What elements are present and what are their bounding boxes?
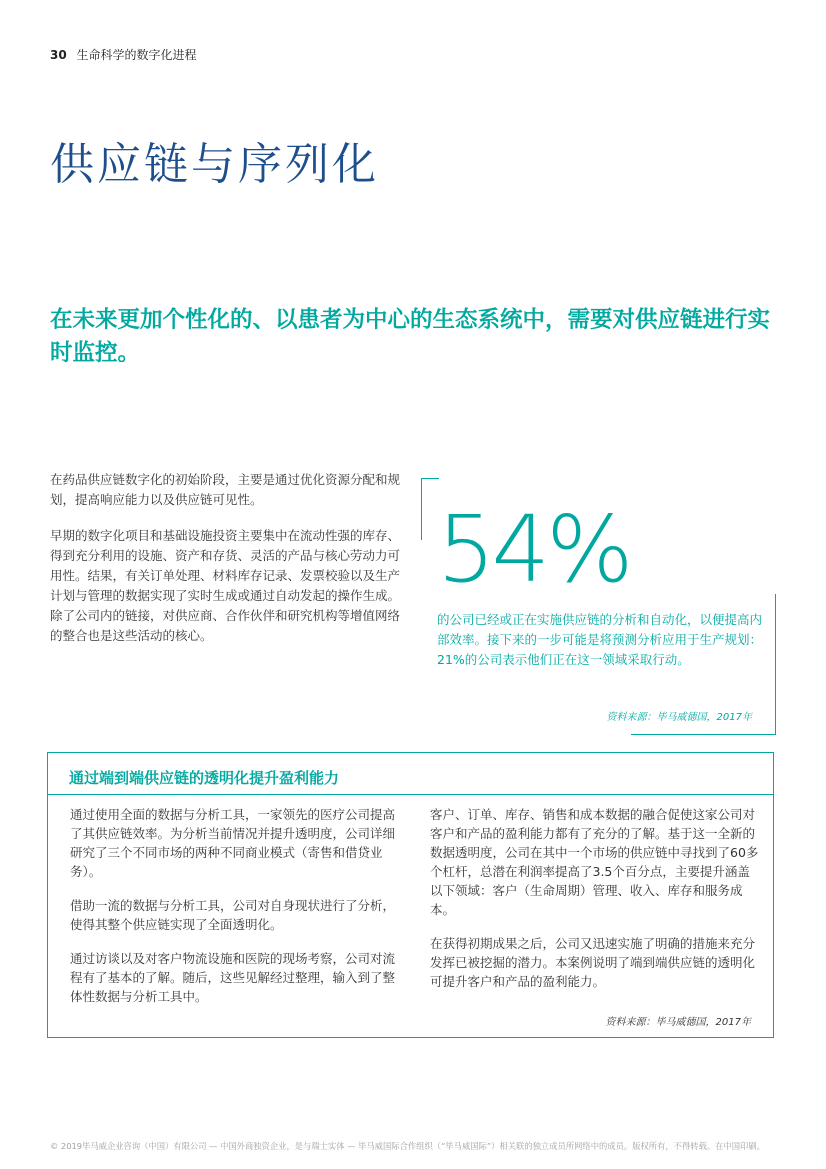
intro-paragraph: 早期的数字化项目和基础设施投资主要集中在流动性强的库存、得到充分利用的设施、资产和存货、灵活的产品与核心劳动力可用性。结果，有关订单处理、材料库存记录、发票校验以及生产计划与管理的数据实现了实时生成或通过自动发起的操作生成。除了公司内的链接，对供应商、合作伙伴和研究机构等增值网络的整合也是这些活动的核心。: [50, 528, 401, 643]
case-study-title: 通过端到端供应链的透明化提升盈利能力: [69, 769, 340, 787]
statistic-value: 54%: [437, 496, 630, 603]
section-title: 生命科学的数字化进程: [76, 48, 197, 62]
callout-bracket: [421, 478, 439, 479]
statistic-description: 的公司已经或正在实施供应链的分析和自动化，以便提高内部效率。接下来的一步可能是将预测分析应用于生产规划：21%的公司表示他们正在这一领域采取行动。: [437, 612, 763, 667]
case-paragraph: 通过访谈以及对客户物流设施和医院的现场考察，公司对流程有了基本的了解。随后，这些见解经过整理，输入到了整体性数据与分析工具中。: [70, 951, 396, 1004]
page-number: 30: [50, 48, 67, 62]
case-study-source: 资料来源：毕马威德国，2017年: [605, 1017, 751, 1028]
case-study-divider: [48, 794, 773, 795]
case-paragraph: 在获得初期成果之后，公司又迅速实施了明确的措施来充分发挥已被挖掘的潜力。本案例说明了端到端供应链的透明化可提升客户和产品的盈利能力。: [430, 936, 756, 989]
case-study-box: [47, 752, 774, 1038]
callout-border: [775, 594, 776, 735]
lead-statement: 在未来更加个性化的、以患者为中心的生态系统中，需要对供应链进行实时监控。: [50, 307, 771, 366]
callout-border: [631, 734, 776, 735]
page-header: [50, 46, 197, 63]
intro-paragraph: 在药品供应链数字化的初始阶段，主要是通过优化资源分配和规划，提高响应能力以及供应链可见性。: [50, 472, 401, 507]
callout-bracket: [421, 478, 422, 540]
case-study-left-column: [70, 805, 400, 1021]
statistic-callout: [421, 478, 776, 735]
intro-text: [50, 470, 405, 662]
copyright-footer: © 2019毕马威企业咨询（中国）有限公司 — 中国外商独资企业，是与瑞士实体 — 毕马威国际合作组织（“毕马威国际”）相关联的独立成员所网络中的成员。版权所有，不得转载。在中国印刷。: [50, 1141, 765, 1151]
case-paragraph: 通过使用全面的数据与分析工具，一家领先的医疗公司提高了其供应链效率。为分析当前情况并提升透明度，公司详细研究了三个不同市场的两种不同商业模式（寄售和借贷业务）。: [70, 807, 396, 879]
page-title: 供应链与序列化: [50, 139, 379, 190]
case-study-right-column: [430, 805, 760, 1006]
case-paragraph: 借助一流的数据与分析工具，公司对自身现状进行了分析，使得其整个供应链实现了全面透明化。: [70, 898, 396, 932]
case-paragraph: 客户、订单、库存、销售和成本数据的融合促使这家公司对客户和产品的盈利能力都有了充分的了解。基于这一全新的数据透明度，公司在其中一个市场的供应链中寻找到了60多个杠杆，总潜在利润率提高了3.5个百分点，主要提升涵盖以下领域：客户（生命周期）管理、收入、库存和服务成本。: [430, 807, 759, 917]
statistic-source: 资料来源：毕马威德国，2017年: [606, 712, 752, 723]
